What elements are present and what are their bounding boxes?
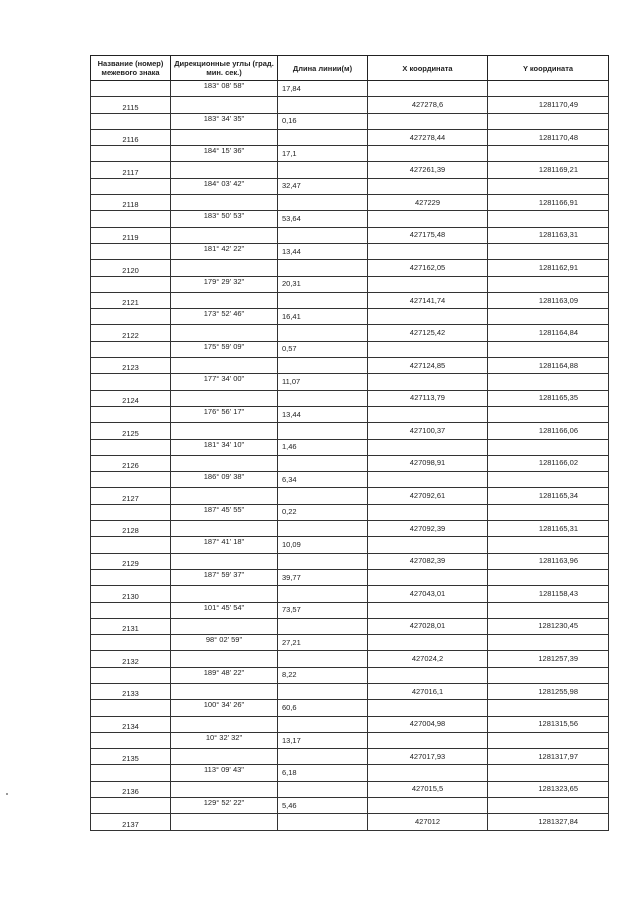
direction-angle-cell: 187° 45' 55": [171, 504, 278, 520]
mark-name-cell: [91, 341, 171, 357]
direction-angle-cell: [171, 455, 278, 471]
mark-name-cell: [91, 178, 171, 194]
mark-name-cell: [91, 537, 171, 553]
table-row: [91, 651, 609, 667]
table-row: [91, 129, 609, 145]
mark-name-cell: [91, 374, 171, 390]
y-coordinate-cell: 1281163,09: [488, 292, 609, 308]
x-coordinate-cell: 427124,85: [368, 358, 488, 374]
mark-name-cell: 2131: [91, 618, 171, 634]
x-coordinate-cell: [368, 146, 488, 162]
mark-name-cell: [91, 211, 171, 227]
x-coordinate-cell: 427098,91: [368, 455, 488, 471]
x-coordinate-cell: [368, 569, 488, 585]
y-coordinate-cell: [488, 309, 609, 325]
y-coordinate-cell: [488, 146, 609, 162]
y-coordinate-cell: 1281327,84: [488, 814, 609, 830]
line-length-cell: 17,1: [278, 146, 368, 162]
x-coordinate-cell: [368, 798, 488, 814]
mark-name-cell: 2132: [91, 651, 171, 667]
x-coordinate-cell: [368, 700, 488, 716]
mark-name-cell: 2116: [91, 129, 171, 145]
x-coordinate-cell: [368, 81, 488, 97]
header-line-length: Длина линии(м): [278, 56, 368, 81]
x-coordinate-cell: [368, 472, 488, 488]
boundary-marks-table: [90, 55, 609, 831]
mark-name-cell: 2124: [91, 390, 171, 406]
x-coordinate-cell: [368, 406, 488, 422]
direction-angle-cell: [171, 781, 278, 797]
x-coordinate-cell: [368, 309, 488, 325]
y-coordinate-cell: 1281166,06: [488, 423, 609, 439]
x-coordinate-cell: 427092,39: [368, 521, 488, 537]
table-row: [91, 81, 609, 97]
y-coordinate-cell: [488, 732, 609, 748]
y-coordinate-cell: 1281170,49: [488, 97, 609, 113]
direction-angle-cell: 101° 45' 54": [171, 602, 278, 618]
y-coordinate-cell: [488, 341, 609, 357]
table-row: [91, 488, 609, 504]
x-coordinate-cell: 427162,05: [368, 260, 488, 276]
table-row: [91, 374, 609, 390]
table-row: [91, 635, 609, 651]
y-coordinate-cell: [488, 700, 609, 716]
direction-angle-cell: 179° 29' 32": [171, 276, 278, 292]
line-length-cell: [278, 423, 368, 439]
mark-name-cell: 2121: [91, 292, 171, 308]
mark-name-cell: 2127: [91, 488, 171, 504]
mark-name-cell: 2130: [91, 586, 171, 602]
y-coordinate-cell: 1281162,91: [488, 260, 609, 276]
x-coordinate-cell: 427015,5: [368, 781, 488, 797]
mark-name-cell: [91, 81, 171, 97]
mark-name-cell: [91, 667, 171, 683]
direction-angle-cell: [171, 814, 278, 830]
table-row: [91, 260, 609, 276]
header-mark-name: Название (номер) межевого знака: [91, 56, 171, 81]
line-length-cell: 5,46: [278, 798, 368, 814]
x-coordinate-cell: [368, 439, 488, 455]
y-coordinate-cell: [488, 798, 609, 814]
x-coordinate-cell: 427141,74: [368, 292, 488, 308]
line-length-cell: 13,44: [278, 243, 368, 259]
line-length-cell: 0,57: [278, 341, 368, 357]
x-coordinate-cell: [368, 276, 488, 292]
table-row: [91, 406, 609, 422]
direction-angle-cell: [171, 97, 278, 113]
y-coordinate-cell: 1281163,96: [488, 553, 609, 569]
line-length-cell: 20,31: [278, 276, 368, 292]
line-length-cell: 60,6: [278, 700, 368, 716]
direction-angle-cell: [171, 292, 278, 308]
table-row: [91, 211, 609, 227]
header-y-coordinate: Y координата: [488, 56, 609, 81]
document-page: [90, 55, 608, 831]
y-coordinate-cell: [488, 113, 609, 129]
mark-name-cell: 2118: [91, 195, 171, 211]
y-coordinate-cell: [488, 178, 609, 194]
x-coordinate-cell: 427113,79: [368, 390, 488, 406]
direction-angle-cell: [171, 260, 278, 276]
mark-name-cell: [91, 113, 171, 129]
x-coordinate-cell: 427229: [368, 195, 488, 211]
table-row: [91, 814, 609, 830]
direction-angle-cell: 175° 59' 09": [171, 341, 278, 357]
direction-angle-cell: 186° 09' 38": [171, 472, 278, 488]
line-length-cell: [278, 455, 368, 471]
mark-name-cell: [91, 700, 171, 716]
direction-angle-cell: 176° 56' 17": [171, 406, 278, 422]
line-length-cell: [278, 129, 368, 145]
direction-angle-cell: 183° 34' 35": [171, 113, 278, 129]
y-coordinate-cell: 1281165,35: [488, 390, 609, 406]
x-coordinate-cell: 427024,2: [368, 651, 488, 667]
table-row: [91, 798, 609, 814]
mark-name-cell: 2125: [91, 423, 171, 439]
direction-angle-cell: 113° 09' 43": [171, 765, 278, 781]
x-coordinate-cell: 427082,39: [368, 553, 488, 569]
table-row: [91, 521, 609, 537]
mark-name-cell: 2133: [91, 683, 171, 699]
y-coordinate-cell: [488, 569, 609, 585]
x-coordinate-cell: [368, 178, 488, 194]
line-length-cell: [278, 683, 368, 699]
table-row: [91, 455, 609, 471]
direction-angle-cell: 10° 32' 32": [171, 732, 278, 748]
y-coordinate-cell: 1281169,21: [488, 162, 609, 178]
table-header: [91, 56, 609, 81]
y-coordinate-cell: [488, 667, 609, 683]
scan-speck: [6, 793, 8, 795]
mark-name-cell: [91, 798, 171, 814]
mark-name-cell: 2115: [91, 97, 171, 113]
line-length-cell: 53,64: [278, 211, 368, 227]
y-coordinate-cell: [488, 602, 609, 618]
line-length-cell: [278, 781, 368, 797]
direction-angle-cell: 181° 34' 10": [171, 439, 278, 455]
mark-name-cell: [91, 472, 171, 488]
y-coordinate-cell: 1281164,84: [488, 325, 609, 341]
mark-name-cell: 2129: [91, 553, 171, 569]
table-row: [91, 667, 609, 683]
mark-name-cell: 2117: [91, 162, 171, 178]
line-length-cell: [278, 716, 368, 732]
table-row: [91, 553, 609, 569]
y-coordinate-cell: 1281164,88: [488, 358, 609, 374]
direction-angle-cell: 173° 52' 46": [171, 309, 278, 325]
line-length-cell: 27,21: [278, 635, 368, 651]
table-row: [91, 113, 609, 129]
mark-name-cell: 2128: [91, 521, 171, 537]
mark-name-cell: [91, 309, 171, 325]
x-coordinate-cell: [368, 602, 488, 618]
table-row: [91, 749, 609, 765]
y-coordinate-cell: [488, 243, 609, 259]
y-coordinate-cell: [488, 765, 609, 781]
line-length-cell: 8,22: [278, 667, 368, 683]
y-coordinate-cell: 1281323,65: [488, 781, 609, 797]
mark-name-cell: [91, 276, 171, 292]
table-row: [91, 569, 609, 585]
line-length-cell: [278, 325, 368, 341]
mark-name-cell: 2134: [91, 716, 171, 732]
x-coordinate-cell: [368, 635, 488, 651]
line-length-cell: [278, 651, 368, 667]
direction-angle-cell: 181° 42' 22": [171, 243, 278, 259]
line-length-cell: 6,34: [278, 472, 368, 488]
table-row: [91, 716, 609, 732]
mark-name-cell: 2135: [91, 749, 171, 765]
line-length-cell: [278, 227, 368, 243]
line-length-cell: 0,22: [278, 504, 368, 520]
y-coordinate-cell: 1281230,45: [488, 618, 609, 634]
table-row: [91, 243, 609, 259]
table-row: [91, 537, 609, 553]
x-coordinate-cell: [368, 341, 488, 357]
line-length-cell: [278, 586, 368, 602]
line-length-cell: 0,16: [278, 113, 368, 129]
table-row: [91, 227, 609, 243]
table-row: [91, 309, 609, 325]
direction-angle-cell: [171, 618, 278, 634]
direction-angle-cell: [171, 586, 278, 602]
y-coordinate-cell: [488, 537, 609, 553]
mark-name-cell: 2119: [91, 227, 171, 243]
table-row: [91, 732, 609, 748]
y-coordinate-cell: [488, 504, 609, 520]
y-coordinate-cell: 1281317,97: [488, 749, 609, 765]
mark-name-cell: 2137: [91, 814, 171, 830]
mark-name-cell: [91, 569, 171, 585]
y-coordinate-cell: [488, 406, 609, 422]
table-row: [91, 700, 609, 716]
y-coordinate-cell: 1281165,31: [488, 521, 609, 537]
mark-name-cell: 2122: [91, 325, 171, 341]
table-row: [91, 472, 609, 488]
line-length-cell: [278, 97, 368, 113]
direction-angle-cell: 183° 08' 58": [171, 81, 278, 97]
table-row: [91, 146, 609, 162]
table-row: [91, 390, 609, 406]
x-coordinate-cell: 427028,01: [368, 618, 488, 634]
table-row: [91, 178, 609, 194]
line-length-cell: 39,77: [278, 569, 368, 585]
mark-name-cell: 2136: [91, 781, 171, 797]
x-coordinate-cell: 427261,39: [368, 162, 488, 178]
table-row: [91, 358, 609, 374]
direction-angle-cell: [171, 488, 278, 504]
x-coordinate-cell: [368, 113, 488, 129]
y-coordinate-cell: [488, 635, 609, 651]
line-length-cell: 13,17: [278, 732, 368, 748]
direction-angle-cell: [171, 227, 278, 243]
y-coordinate-cell: 1281255,98: [488, 683, 609, 699]
line-length-cell: [278, 521, 368, 537]
table-row: [91, 504, 609, 520]
y-coordinate-cell: 1281158,43: [488, 586, 609, 602]
line-length-cell: [278, 162, 368, 178]
table-row: [91, 276, 609, 292]
x-coordinate-cell: 427004,98: [368, 716, 488, 732]
direction-angle-cell: 98° 02' 59": [171, 635, 278, 651]
direction-angle-cell: 187° 41' 18": [171, 537, 278, 553]
direction-angle-cell: [171, 358, 278, 374]
x-coordinate-cell: [368, 504, 488, 520]
y-coordinate-cell: 1281166,91: [488, 195, 609, 211]
x-coordinate-cell: 427017,93: [368, 749, 488, 765]
x-coordinate-cell: [368, 243, 488, 259]
table-body: [91, 81, 609, 831]
header-x-coordinate: X координата: [368, 56, 488, 81]
x-coordinate-cell: 427278,6: [368, 97, 488, 113]
table-row: [91, 439, 609, 455]
mark-name-cell: [91, 602, 171, 618]
direction-angle-cell: [171, 521, 278, 537]
direction-angle-cell: [171, 716, 278, 732]
line-length-cell: 10,09: [278, 537, 368, 553]
mark-name-cell: [91, 406, 171, 422]
y-coordinate-cell: [488, 439, 609, 455]
line-length-cell: [278, 292, 368, 308]
y-coordinate-cell: [488, 211, 609, 227]
direction-angle-cell: [171, 195, 278, 211]
line-length-cell: [278, 814, 368, 830]
mark-name-cell: [91, 732, 171, 748]
line-length-cell: 6,18: [278, 765, 368, 781]
y-coordinate-cell: [488, 276, 609, 292]
direction-angle-cell: 189° 48' 22": [171, 667, 278, 683]
direction-angle-cell: 177° 34' 00": [171, 374, 278, 390]
x-coordinate-cell: [368, 732, 488, 748]
y-coordinate-cell: 1281163,31: [488, 227, 609, 243]
line-length-cell: 1,46: [278, 439, 368, 455]
mark-name-cell: [91, 146, 171, 162]
mark-name-cell: [91, 504, 171, 520]
direction-angle-cell: [171, 651, 278, 667]
x-coordinate-cell: 427125,42: [368, 325, 488, 341]
table-row: [91, 292, 609, 308]
y-coordinate-cell: [488, 374, 609, 390]
table-row: [91, 618, 609, 634]
mark-name-cell: [91, 765, 171, 781]
line-length-cell: 13,44: [278, 406, 368, 422]
direction-angle-cell: 184° 03' 42": [171, 178, 278, 194]
mark-name-cell: 2123: [91, 358, 171, 374]
direction-angle-cell: [171, 553, 278, 569]
x-coordinate-cell: [368, 765, 488, 781]
y-coordinate-cell: 1281166,02: [488, 455, 609, 471]
line-length-cell: [278, 488, 368, 504]
y-coordinate-cell: [488, 81, 609, 97]
x-coordinate-cell: 427092,61: [368, 488, 488, 504]
direction-angle-cell: 183° 50' 53": [171, 211, 278, 227]
table-row: [91, 195, 609, 211]
x-coordinate-cell: [368, 374, 488, 390]
x-coordinate-cell: 427278,44: [368, 129, 488, 145]
mark-name-cell: [91, 243, 171, 259]
header-row: [91, 56, 609, 81]
direction-angle-cell: 129° 52' 22": [171, 798, 278, 814]
y-coordinate-cell: 1281315,56: [488, 716, 609, 732]
table-row: [91, 325, 609, 341]
x-coordinate-cell: [368, 211, 488, 227]
table-row: [91, 781, 609, 797]
mark-name-cell: 2126: [91, 455, 171, 471]
x-coordinate-cell: 427175,48: [368, 227, 488, 243]
x-coordinate-cell: 427016,1: [368, 683, 488, 699]
x-coordinate-cell: 427100,37: [368, 423, 488, 439]
line-length-cell: 17,84: [278, 81, 368, 97]
line-length-cell: 11,07: [278, 374, 368, 390]
table-row: [91, 162, 609, 178]
table-row: [91, 97, 609, 113]
line-length-cell: 16,41: [278, 309, 368, 325]
y-coordinate-cell: 1281165,34: [488, 488, 609, 504]
x-coordinate-cell: [368, 667, 488, 683]
line-length-cell: [278, 553, 368, 569]
line-length-cell: 32,47: [278, 178, 368, 194]
mark-name-cell: [91, 635, 171, 651]
line-length-cell: [278, 358, 368, 374]
y-coordinate-cell: 1281170,48: [488, 129, 609, 145]
direction-angle-cell: 100° 34' 26": [171, 700, 278, 716]
y-coordinate-cell: [488, 472, 609, 488]
table-row: [91, 586, 609, 602]
mark-name-cell: 2120: [91, 260, 171, 276]
line-length-cell: 73,57: [278, 602, 368, 618]
direction-angle-cell: [171, 129, 278, 145]
line-length-cell: [278, 260, 368, 276]
table-row: [91, 341, 609, 357]
x-coordinate-cell: [368, 537, 488, 553]
direction-angle-cell: [171, 390, 278, 406]
line-length-cell: [278, 618, 368, 634]
direction-angle-cell: [171, 683, 278, 699]
header-direction-angle: Дирекционные углы (град. мин. сек.): [171, 56, 278, 81]
table-row: [91, 602, 609, 618]
direction-angle-cell: [171, 162, 278, 178]
x-coordinate-cell: 427043,01: [368, 586, 488, 602]
line-length-cell: [278, 390, 368, 406]
line-length-cell: [278, 195, 368, 211]
line-length-cell: [278, 749, 368, 765]
table-row: [91, 423, 609, 439]
mark-name-cell: [91, 439, 171, 455]
table-row: [91, 765, 609, 781]
direction-angle-cell: 187° 59' 37": [171, 569, 278, 585]
direction-angle-cell: [171, 325, 278, 341]
direction-angle-cell: [171, 749, 278, 765]
table-row: [91, 683, 609, 699]
direction-angle-cell: 184° 15' 36": [171, 146, 278, 162]
y-coordinate-cell: 1281257,39: [488, 651, 609, 667]
direction-angle-cell: [171, 423, 278, 439]
x-coordinate-cell: 427012: [368, 814, 488, 830]
